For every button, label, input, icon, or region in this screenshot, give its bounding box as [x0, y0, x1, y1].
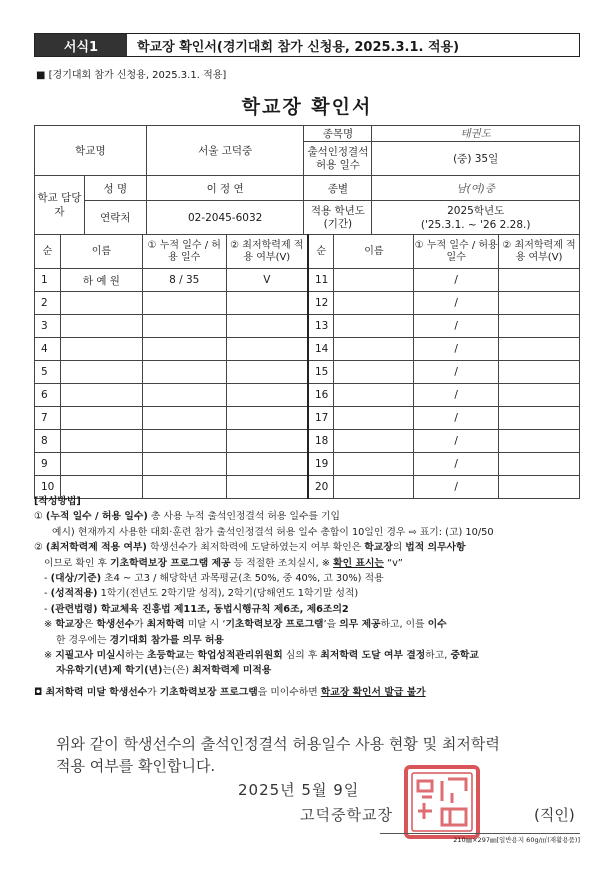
- row-days: /: [414, 384, 499, 407]
- row-name: [60, 361, 142, 384]
- table-row: [35, 292, 580, 315]
- row-num: 6: [35, 384, 61, 407]
- event-value: 태권도: [372, 126, 580, 142]
- school-name-value: 서울 고덕중: [146, 126, 304, 176]
- manager-name-value: 이 정 연: [146, 176, 304, 201]
- row-check: [226, 453, 308, 476]
- confirmation-line2: 적용 여부를 확인합니다.: [56, 757, 216, 775]
- row-num: 4: [35, 338, 61, 361]
- guide-heading: [작성방법]: [34, 496, 81, 507]
- form-header-title: 학교장 확인서(경기대회 참가 신청용, 2025.3.1. 적용): [137, 39, 460, 55]
- row-days: [142, 338, 226, 361]
- row-check: [226, 315, 308, 338]
- row-num: 5: [35, 361, 61, 384]
- student-table: [34, 234, 580, 499]
- seal-label: (직인): [534, 806, 575, 824]
- row-days: /: [414, 453, 499, 476]
- row-check: [499, 407, 580, 430]
- row-check: [226, 430, 308, 453]
- school-year-label: 적용 학년도 (기간): [304, 201, 372, 235]
- row-days: [142, 315, 226, 338]
- row-check: [499, 384, 580, 407]
- row-check: V: [226, 269, 308, 292]
- school-name-label: 학교명: [35, 126, 147, 176]
- row-num: 16: [308, 384, 334, 407]
- guide-line: ① (누적 일수 / 허용 일수) 총 사용 누적 출석인정결석 허용 일수를 기입: [34, 511, 340, 523]
- row-name: 하 예 원: [60, 269, 142, 292]
- guide-line: 예시) 현재까지 사용한 대회·훈련 참가 출석인정결석 허용 일수 총합이 10일인 경우 ⇨ 표기: (고) 10/50: [52, 526, 494, 538]
- row-days: /: [414, 407, 499, 430]
- row-days: [142, 453, 226, 476]
- row-name: [334, 292, 414, 315]
- row-num: 14: [308, 338, 334, 361]
- confirmation-line1: 위와 같이 학생선수의 출석인정결석 허용일수 사용 현황 및 최저학력: [56, 735, 500, 753]
- row-days: /: [414, 292, 499, 315]
- row-check: [226, 361, 308, 384]
- col-header-days: ① 누적 일수 / 허용 일수: [142, 235, 226, 269]
- row-num: 20: [308, 476, 334, 499]
- row-days: /: [414, 338, 499, 361]
- school-seal-stamp: [402, 763, 482, 841]
- col-header-days: ① 누적 일수 / 허용 일수: [414, 235, 499, 269]
- row-check: [499, 338, 580, 361]
- table-row: [35, 407, 580, 430]
- col-header-minacad: ② 최저학력제 적용 여부(V): [226, 235, 308, 269]
- row-days: /: [414, 430, 499, 453]
- row-name: [60, 338, 142, 361]
- gender-label: 종별: [304, 176, 372, 201]
- row-num: 3: [35, 315, 61, 338]
- school-year: 2025학년도: [447, 204, 505, 217]
- guide-line: 한 경우에는 경기대회 참가를 의무 허용: [56, 634, 224, 646]
- attendance-days-value: (중) 35일: [372, 142, 580, 176]
- gender-value: 남(여)중: [372, 176, 580, 201]
- table-row: [35, 315, 580, 338]
- guide-line: - (관련법령) 학교체육 진흥법 제11조, 동법시행규칙 제6조, 제6조의2: [44, 603, 349, 615]
- subheader: ■ [경기대회 참가 신청용, 2025.3.1. 적용]: [36, 70, 227, 81]
- row-check: [226, 384, 308, 407]
- row-name: [60, 292, 142, 315]
- row-days: [142, 384, 226, 407]
- row-num: 13: [308, 315, 334, 338]
- paper-spec-footer: 210㎜×297㎜[일반용지 60g/㎡(재활용품)]: [380, 833, 580, 844]
- manager-name-label: 성 명: [84, 176, 146, 201]
- row-days: /: [414, 476, 499, 499]
- row-days: 8 / 35: [142, 269, 226, 292]
- row-name: [60, 407, 142, 430]
- page-title: 학교장 확인서: [241, 96, 373, 118]
- guide-line: ◘ 최저학력 미달 학생선수가 기초학력보장 프로그램을 미이수하면 학교장 확인서 발급 불가: [34, 686, 426, 698]
- row-check: [499, 269, 580, 292]
- table-row: [35, 269, 580, 292]
- row-days: /: [414, 361, 499, 384]
- form-tag: 서식1: [35, 34, 127, 56]
- row-check: [499, 315, 580, 338]
- issue-date: 2025년 5월 9일: [238, 781, 360, 799]
- row-name: [334, 269, 414, 292]
- guide-line: 이므로 확인 후 기초학력보장 프로그램 제공 등 적절한 조치실시, ※ 확인 표시는 “v”: [44, 557, 403, 569]
- row-days: /: [414, 315, 499, 338]
- row-name: [334, 407, 414, 430]
- col-header-name: 이름: [334, 235, 414, 269]
- table-row: [35, 430, 580, 453]
- row-check: [499, 292, 580, 315]
- row-num: 17: [308, 407, 334, 430]
- row-check: [226, 407, 308, 430]
- row-days: [142, 407, 226, 430]
- row-num: 15: [308, 361, 334, 384]
- row-check: [226, 292, 308, 315]
- row-name: [334, 430, 414, 453]
- row-name: [60, 453, 142, 476]
- col-header-num: 순: [308, 235, 334, 269]
- row-name: [334, 361, 414, 384]
- school-year-value: [372, 201, 580, 235]
- row-num: 2: [35, 292, 61, 315]
- row-num: 12: [308, 292, 334, 315]
- table-row: [35, 453, 580, 476]
- school-principal: 고덕중학교장: [300, 806, 393, 824]
- col-header-num: 순: [35, 235, 61, 269]
- row-num: 10: [35, 476, 61, 499]
- row-name: [334, 315, 414, 338]
- manager-contact-label: 연락처: [84, 201, 146, 235]
- guide-line: ※ 학교장은 학생선수가 최저학력 미달 시 ‘기초학력보장 프로그램’을 의무 제공하고, 이를 이수: [44, 619, 447, 631]
- table-row: [35, 361, 580, 384]
- row-days: [142, 361, 226, 384]
- row-num: 8: [35, 430, 61, 453]
- form-header: [34, 33, 580, 57]
- col-header-minacad: ② 최저학력제 적용 여부(V): [499, 235, 580, 269]
- row-check: [226, 338, 308, 361]
- table-row: [35, 338, 580, 361]
- guide-line: - (성적적용) 1학기(전년도 2학기말 성적), 2학기(당해연도 1학기말 성적): [44, 588, 359, 600]
- row-name: [334, 384, 414, 407]
- manager-contact-value: 02-2045-6032: [146, 201, 304, 235]
- writing-guide: [34, 494, 584, 700]
- manager-label: 학교 담당자: [35, 176, 85, 235]
- row-num: 11: [308, 269, 334, 292]
- table-row: [35, 384, 580, 407]
- row-name: [334, 338, 414, 361]
- row-check: [499, 361, 580, 384]
- row-num: 19: [308, 453, 334, 476]
- row-days: /: [414, 269, 499, 292]
- event-label: 종목명: [304, 126, 372, 142]
- row-num: 7: [35, 407, 61, 430]
- row-num: 9: [35, 453, 61, 476]
- row-days: [142, 430, 226, 453]
- school-info-table: [34, 125, 580, 235]
- row-num: 18: [308, 430, 334, 453]
- guide-line: 자유학기(년)제 학기(년)는(은) 최저학력제 미적용: [56, 665, 272, 677]
- row-days: [142, 292, 226, 315]
- col-header-name: 이름: [60, 235, 142, 269]
- guide-line: ※ 지필고사 미실시하는 초등학교는 학업성적관리위원회 심의 후 최저학력 도달 여부 결정하고, 중학교: [44, 650, 479, 662]
- attendance-days-label: 출석인정결석 허용 일수: [304, 142, 372, 176]
- row-check: [499, 430, 580, 453]
- row-check: [499, 453, 580, 476]
- row-name: [60, 430, 142, 453]
- guide-line: - (대상/기준) 초4 ~ 고3 / 해당학년 과목평균(초 50%, 중 40%, 고 30%) 적용: [44, 573, 384, 585]
- row-name: [60, 315, 142, 338]
- guide-line: ② (최저학력제 적용 여부) 학생선수가 최저학력에 도달하였는지 여부 확인은 학교장의 법적 의무사항: [34, 542, 466, 554]
- row-num: 1: [35, 269, 61, 292]
- row-name: [60, 384, 142, 407]
- row-name: [334, 453, 414, 476]
- school-year-period: ('25.3.1. ~ '26 2.28.): [420, 218, 531, 231]
